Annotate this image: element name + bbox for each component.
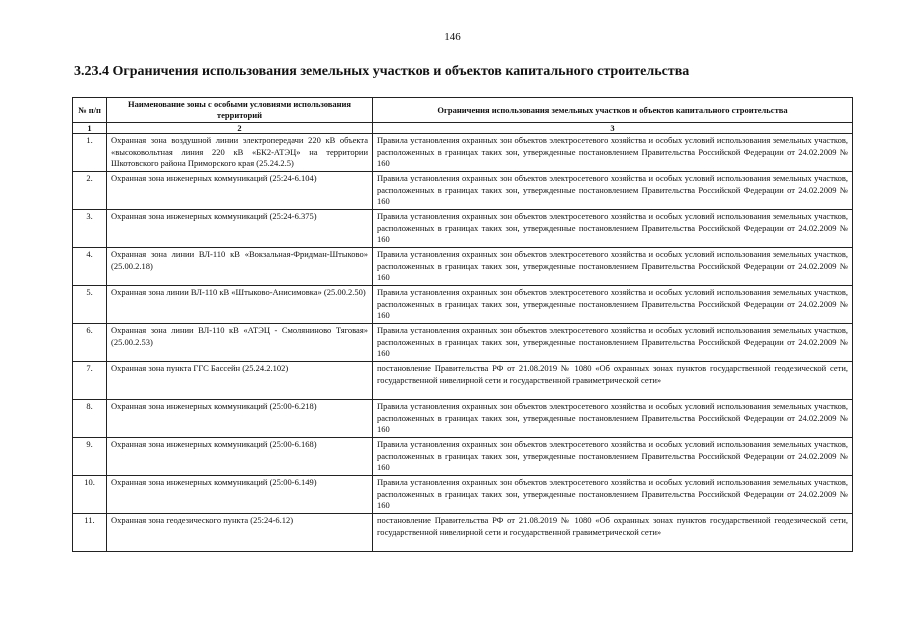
row-number: 5.	[73, 286, 107, 324]
zone-name: Охранная зона линии ВЛ-110 кВ «АТЭЦ - Смоляниново Тяговая» (25.00.2.53)	[107, 324, 373, 362]
zone-name: Охранная зона воздушной линии электропередачи 220 кВ объекта «высоковольтная линия 220 кВ «БК2-АТЭЦ» на территории Шкотовского района Приморского края (25.24.2.5)	[107, 134, 373, 172]
row-number: 4.	[73, 248, 107, 286]
restriction-text: Правила установления охранных зон объектов электросетевого хозяйства и особых условий использования земельных участков, расположенных в границах таких зон, утвержденные постановлением Правительства Российской Федерации от 24.02.2009 № 160	[373, 286, 853, 324]
restriction-text: Правила установления охранных зон объектов электросетевого хозяйства и особых условий использования земельных участков, расположенных в границах таких зон, утвержденные постановлением Правительства Российской Федерации от 24.02.2009 № 160	[373, 248, 853, 286]
page-number: 146	[444, 31, 461, 43]
section-title: 3.23.4 Ограничения использования земельных участков и объектов капитального строительства	[74, 64, 690, 79]
table-row	[73, 248, 853, 286]
header-zone: Наименование зоны с особыми условиями использования территорий	[107, 98, 373, 123]
row-number: 7.	[73, 362, 107, 400]
zone-name: Охранная зона геодезического пункта (25:24-6.12)	[107, 514, 373, 552]
zone-name: Охранная зона линии ВЛ-110 кВ «Штыково-Анисимовка» (25.00.2.50)	[107, 286, 373, 324]
zone-name: Охранная зона инженерных коммуникаций (25:24-6.375)	[107, 210, 373, 248]
zone-name: Охранная зона инженерных коммуникаций (25:00-6.218)	[107, 400, 373, 438]
zone-name: Охранная зона инженерных коммуникаций (25:00-6.149)	[107, 476, 373, 514]
table-row	[73, 286, 853, 324]
restriction-text: Правила установления охранных зон объектов электросетевого хозяйства и особых условий использования земельных участков, расположенных в границах таких зон, утвержденные постановлением Правительства Российской Федерации от 24.02.2009 № 160	[373, 476, 853, 514]
restriction-text: постановление Правительства РФ от 21.08.2019 № 1080 «Об охранных зонах пунктов государственной геодезической сети, государственной нивелирной сети и государственной гравиметрической сети»	[373, 514, 853, 552]
zone-name: Охранная зона инженерных коммуникаций (25:00-6.168)	[107, 438, 373, 476]
restriction-text: Правила установления охранных зон объектов электросетевого хозяйства и особых условий использования земельных участков, расположенных в границах таких зон, утвержденные постановлением Правительства Российской Федерации от 24.02.2009 № 160	[373, 210, 853, 248]
table-row	[73, 514, 853, 552]
restriction-text: Правила установления охранных зон объектов электросетевого хозяйства и особых условий использования земельных участков, расположенных в границах таких зон, утвержденные постановлением Правительства Российской Федерации от 24.02.2009 № 160	[373, 134, 853, 172]
row-number: 6.	[73, 324, 107, 362]
row-number: 2.	[73, 172, 107, 210]
column-number: 2	[107, 123, 373, 134]
table-row	[73, 438, 853, 476]
row-number: 11.	[73, 514, 107, 552]
table-row	[73, 172, 853, 210]
zone-name: Охранная зона пункта ГГС Бассейн (25.24.2.102)	[107, 362, 373, 400]
table-row	[73, 476, 853, 514]
table-row	[73, 324, 853, 362]
table-row	[73, 362, 853, 400]
row-number: 1.	[73, 134, 107, 172]
restriction-text: Правила установления охранных зон объектов электросетевого хозяйства и особых условий использования земельных участков, расположенных в границах таких зон, утвержденные постановлением Правительства Российской Федерации от 24.02.2009 № 160	[373, 438, 853, 476]
table-row	[73, 400, 853, 438]
header-num: № п/п	[73, 98, 107, 123]
row-number: 10.	[73, 476, 107, 514]
restriction-text: Правила установления охранных зон объектов электросетевого хозяйства и особых условий использования земельных участков, расположенных в границах таких зон, утвержденные постановлением Правительства Российской Федерации от 24.02.2009 № 160	[373, 400, 853, 438]
restrictions-table	[72, 97, 853, 552]
row-number: 3.	[73, 210, 107, 248]
restriction-text: Правила установления охранных зон объектов электросетевого хозяйства и особых условий использования земельных участков, расположенных в границах таких зон, утвержденные постановлением Правительства Российской Федерации от 24.02.2009 № 160	[373, 172, 853, 210]
table-row	[73, 210, 853, 248]
zone-name: Охранная зона линии ВЛ-110 кВ «Вокзальная-Фридман-Штыково» (25.00.2.18)	[107, 248, 373, 286]
column-number: 1	[73, 123, 107, 134]
row-number: 9.	[73, 438, 107, 476]
column-number-row	[73, 123, 853, 134]
restriction-text: постановление Правительства РФ от 21.08.2019 № 1080 «Об охранных зонах пунктов государственной геодезической сети, государственной нивелирной сети и государственной гравиметрической сети»	[373, 362, 853, 400]
restriction-text: Правила установления охранных зон объектов электросетевого хозяйства и особых условий использования земельных участков, расположенных в границах таких зон, утвержденные постановлением Правительства Российской Федерации от 24.02.2009 № 160	[373, 324, 853, 362]
column-number: 3	[373, 123, 853, 134]
table-row	[73, 134, 853, 172]
row-number: 8.	[73, 400, 107, 438]
header-rule: Ограничения использования земельных участков и объектов капитального строительства	[373, 98, 853, 123]
zone-name: Охранная зона инженерных коммуникаций (25:24-6.104)	[107, 172, 373, 210]
